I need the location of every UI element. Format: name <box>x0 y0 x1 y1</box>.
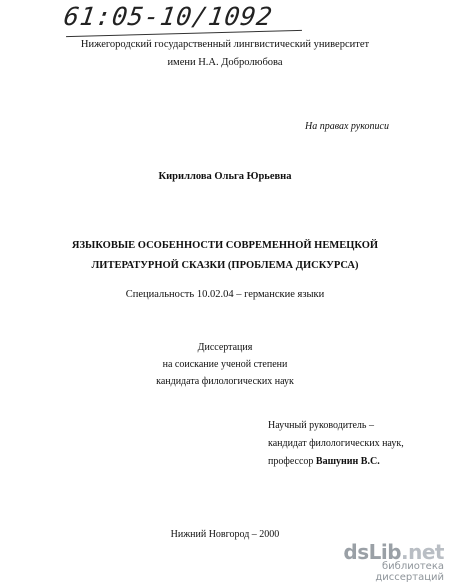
supervisor-line-1: Научный руководитель – <box>268 420 374 431</box>
university-named-after: имени Н.А. Добролюбова <box>167 57 283 68</box>
supervisor-line-3 <box>268 453 404 471</box>
supervisor-name: Вашунин В.С. <box>315 456 380 467</box>
supervisor-title: профессор <box>268 456 314 467</box>
degree-block <box>0 339 450 390</box>
dissertation-title <box>0 236 450 276</box>
author-name: Кириллова Ольга Юрьевна <box>158 171 292 182</box>
logo-main: dsLib <box>343 540 402 564</box>
specialty: Специальность 10.02.04 – германские языки <box>125 289 325 300</box>
title-line-1: ЯЗЫКОВЫЕ ОСОБЕННОСТИ СОВРЕМЕННОЙ НЕМЕЦКОЙ <box>71 240 379 251</box>
watermark-subtitle: библиотека диссертаций <box>375 561 444 583</box>
title-line-2: ЛИТЕРАТУРНОЙ СКАЗКИ (ПРОБЛЕМА ДИСКУРСА) <box>91 260 359 271</box>
degree-line-3: кандидата филологических наук <box>156 376 294 387</box>
dslib-watermark <box>314 540 444 583</box>
handwritten-archive-code: 61:05-10/1092 <box>61 2 275 31</box>
city-year: Нижний Новгород – 2000 <box>170 529 280 540</box>
supervisor-line-2: кандидат филологических наук, <box>268 438 404 449</box>
supervisor-block <box>268 417 404 471</box>
logo-suffix: .net <box>401 540 444 564</box>
university-name: Нижегородский государственный лингвистический университет <box>80 39 370 50</box>
degree-line-1: Диссертация <box>197 342 253 353</box>
degree-line-2: на соискание ученой степени <box>162 359 288 370</box>
rights-note: На правах рукописи <box>305 121 389 132</box>
